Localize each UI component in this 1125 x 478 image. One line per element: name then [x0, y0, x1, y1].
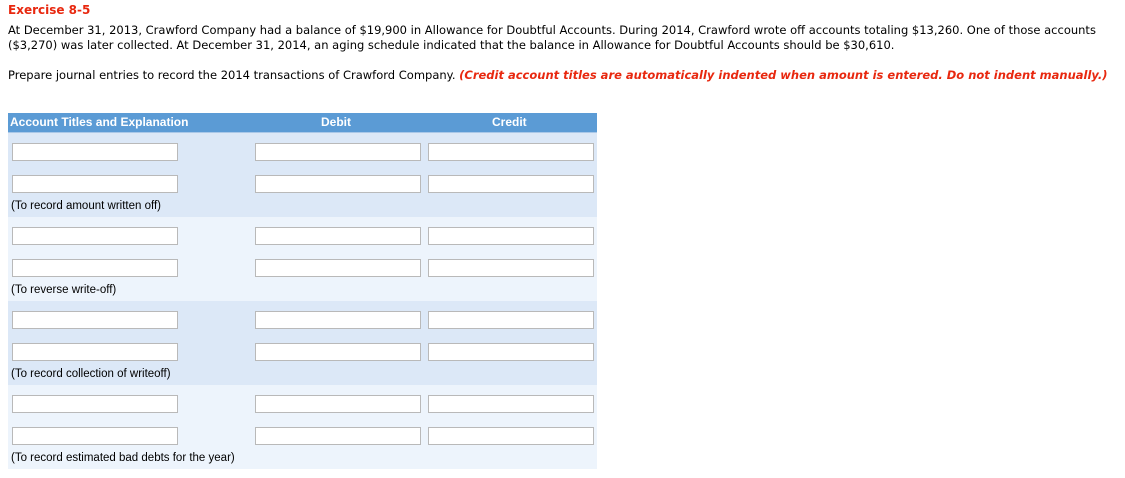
header-credit: Credit [492, 115, 527, 129]
header-debit: Debit [321, 115, 351, 129]
entry-4-line-2-credit-input[interactable] [428, 427, 594, 445]
entry-1-line-1-debit-input[interactable] [255, 143, 421, 161]
entry-3-line-2-credit-input[interactable] [428, 343, 594, 361]
entry-2-explanation: (To reverse write-off) [11, 284, 117, 296]
instruction-note: (Credit account titles are automatically indented when amount is entered. Do not indent manually.) [459, 68, 1108, 82]
entry-4-line-1-account-input[interactable] [12, 395, 178, 413]
instructions [8, 68, 1113, 83]
entry-4-line-2-debit-input[interactable] [255, 427, 421, 445]
entry-1-line-1-credit-input[interactable] [428, 143, 594, 161]
entry-2-line-2-debit-input[interactable] [255, 259, 421, 277]
entry-2-line-1-debit-input[interactable] [255, 227, 421, 245]
entry-3-line-2-account-input[interactable] [12, 343, 178, 361]
journal-entry-4 [8, 385, 597, 469]
entry-1-explanation: (To record amount written off) [11, 200, 161, 212]
instruction-text: Prepare journal entries to record the 2014 transactions of Crawford Company. [8, 68, 456, 82]
entry-3-line-2-debit-input[interactable] [255, 343, 421, 361]
entry-2-line-2-credit-input[interactable] [428, 259, 594, 277]
entry-4-line-1-debit-input[interactable] [255, 395, 421, 413]
entry-2-line-2-account-input[interactable] [12, 259, 178, 277]
entry-3-line-1-account-input[interactable] [12, 311, 178, 329]
problem-text: At December 31, 2013, Crawford Company had a balance of $19,900 in Allowance for Doubtful Accounts. During 2014, Crawford wrote off accounts totaling $13,260. One of those accounts ($3,270) was later collected. At December 31, 2014, an aging schedule indicated that the balance in Allowance for Doubtful Accounts should be $30,610. [8, 23, 1096, 52]
entry-2-line-1-account-input[interactable] [12, 227, 178, 245]
entry-1-line-2-debit-input[interactable] [255, 175, 421, 193]
entry-4-line-1-credit-input[interactable] [428, 395, 594, 413]
entry-3-explanation: (To record collection of writeoff) [11, 368, 171, 380]
entry-4-explanation: (To record estimated bad debts for the year) [11, 452, 235, 464]
entry-4-line-2-account-input[interactable] [12, 427, 178, 445]
journal-entry-table [8, 113, 597, 469]
exercise-title: Exercise 8-5 [8, 3, 91, 17]
journal-entry-1 [8, 133, 597, 217]
header-account: Account Titles and Explanation [10, 115, 189, 129]
entry-2-line-1-credit-input[interactable] [428, 227, 594, 245]
journal-entry-3 [8, 301, 597, 385]
entry-1-line-2-account-input[interactable] [12, 175, 178, 193]
entry-1-line-1-account-input[interactable] [12, 143, 178, 161]
entry-1-line-2-credit-input[interactable] [428, 175, 594, 193]
entry-3-line-1-debit-input[interactable] [255, 311, 421, 329]
journal-entry-2 [8, 217, 597, 301]
entry-3-line-1-credit-input[interactable] [428, 311, 594, 329]
table-header [8, 113, 597, 133]
